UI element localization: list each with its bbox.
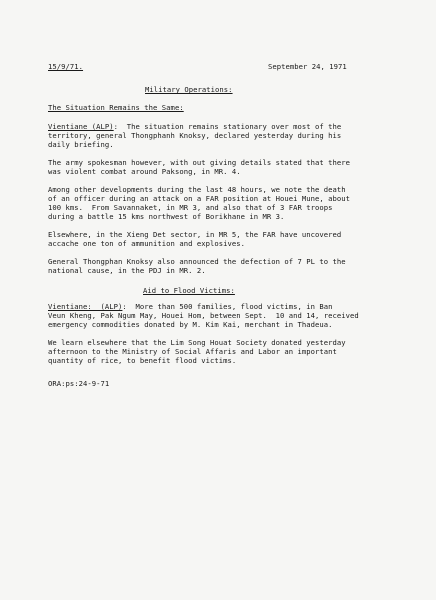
paragraph-line: emergency commodities donated by M. Kim Kai, merchant in Thadeua. [48,320,333,329]
header-ref: 15/9/71. [48,62,84,71]
paragraph-line: Veun Kheng, Pak Ngum May, Houei Hom, between Sept. 10 and 14, received [48,311,359,320]
paragraph-line [48,122,341,131]
paragraph-text: : The situation remains stationary over most of the [113,122,342,131]
paragraph-line: daily briefing. [48,140,114,149]
paragraph-line: afternoon to the Ministry of Social Affaris and Labor an important [48,347,337,356]
paragraph-line: was violent combat around Paksong, in MR. 4. [48,167,241,176]
paragraph-line: accache one ton of ammunition and explosives. [48,239,245,248]
paragraph-line: We learn elsewhere that the Lim Song Houat Society donated yesterday [48,338,346,347]
paragraph-line: national cause, in the PDJ in MR. 2. [48,266,206,275]
dateline: Vientiane: (ALP) [48,302,123,311]
dateline: Vientiane (ALP) [48,122,114,131]
header-date: September 24, 1971 [268,62,347,71]
footer-ref: ORA:ps:24-9-71 [48,379,110,388]
paragraph-line: Among other developments during the last 48 hours, we note the death [48,185,346,194]
paragraph-line: 100 kms. From Savannaket, in MR 3, and also that of 3 FAR troops [48,203,333,212]
paragraph-line: General Thongphan Knoksy also announced the defection of 7 PL to the [48,257,346,266]
paragraph-line: quantity of rice, to benefit flood victims. [48,356,237,365]
section-title-situation: The Situation Remains the Same: [48,103,184,112]
paragraph-line: The army spokesman however, with out giving details stated that there [48,158,351,167]
paragraph-line: during a battle 15 kms northwest of Borikhane in MR 3. [48,212,285,221]
heading-military-operations: Military Operations: [145,85,233,94]
paragraph-line: Elsewhere, in the Xieng Det sector, in MR 5, the FAR have uncovered [48,230,342,239]
paragraph-line: territory, general Thongphanh Knoksy, declared yesterday during his [48,131,342,140]
paragraph-line [48,302,333,311]
paragraph-line: of an officer during an attack on a FAR position at Houei Mune, about [48,194,351,203]
paragraph-text: : More than 500 families, flood victims, in Ban [122,302,333,311]
heading-aid-to-flood-victims: Aid to Flood Victims: [143,286,235,295]
